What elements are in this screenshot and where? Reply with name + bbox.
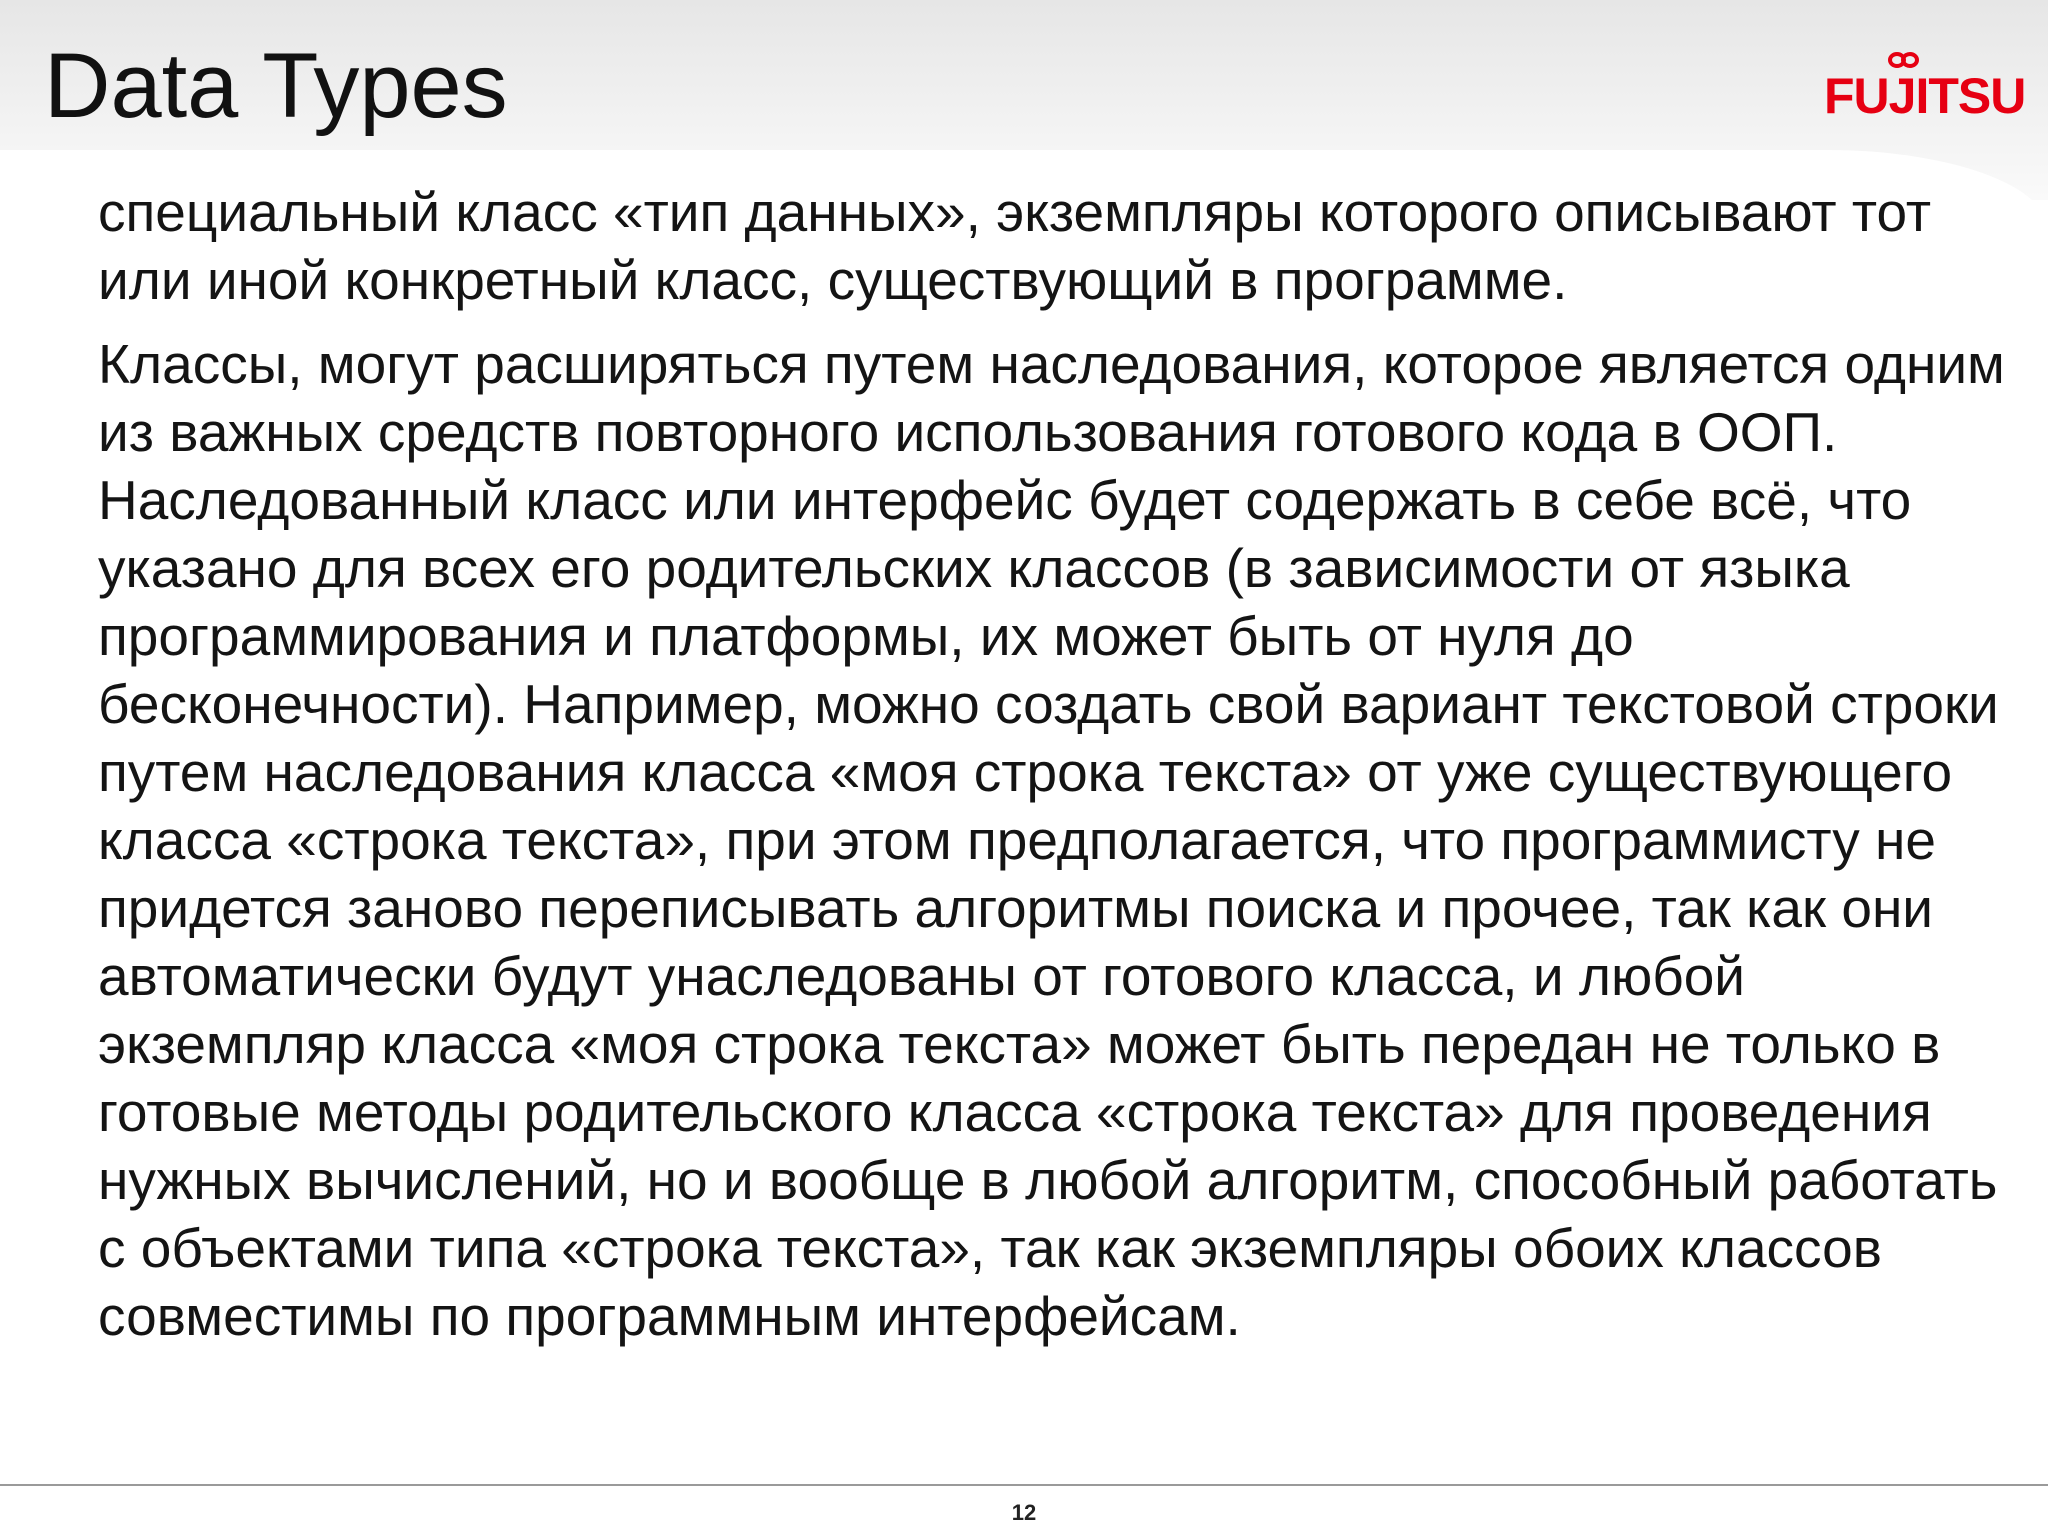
slide-body — [98, 178, 2008, 1366]
paragraph-2: Классы, могут расширяться путем наследования, которое является одним из важных средств повторного использования готового кода в ООП. Наследованный класс или интерфейс будет содержать в себе всё, что указано для всех его родительских классов (в зависимости от языка программирования и платформы, их может быть от нуля до бесконечности). Например, можно создать свой вариант текстовой строки путем наследования класса «моя строка текста» от уже существующего класса «строка текста», при этом предполагается, что программисту не придется заново переписывать алгоритмы поиска и прочее, так как они автоматически будут унаследованы от готового класса, и любой экземпляр класса «моя строка текста» может быть передан не только в готовые методы родительского класса «строка текста» для проведения нужных вычислений, но и вообще в любой алгоритм, способный работать с объектами типа «строка текста», так как экземпляры обоих классов совместимы по программным интерфейсам. — [98, 333, 2005, 1347]
paragraph-1: специальный класс «тип данных», экземпляры которого описывают тот или иной конкретный класс, существующий в программе. — [98, 181, 1932, 311]
footer-divider — [0, 1484, 2048, 1486]
slide-title: Data Types — [44, 35, 508, 137]
fujitsu-logo — [1824, 50, 2026, 130]
page-number: 12 — [1011, 1500, 1037, 1525]
logo-text: FUJITSU — [1824, 68, 2026, 124]
